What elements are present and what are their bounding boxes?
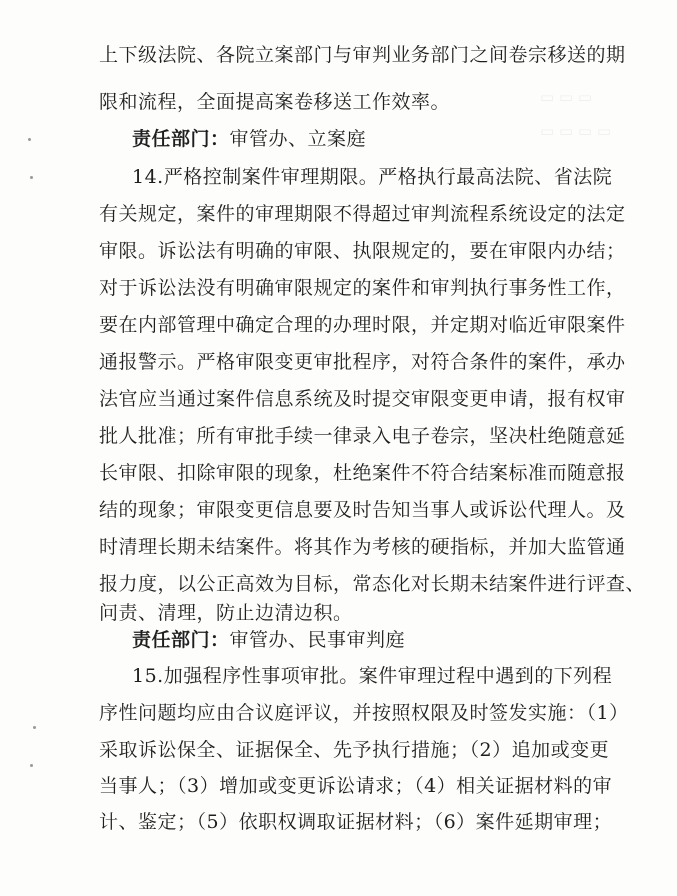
body-line: 有关规定，案件的审理期限不得超过审判流程系统设定的法定 [99,203,626,225]
scan-speck [30,764,33,767]
responsibility-value: 审管办、民事审判庭 [229,629,406,651]
scan-speck [33,726,36,729]
scan-speck [28,138,31,141]
scan-speck [30,176,33,179]
body-line: 审限。诉讼法有明确的审限、执限规定的，要在审限内办结； [99,240,626,262]
show-through-marks-2: ▭ ▭ ▭ ▭ [540,122,611,140]
body-line: 时清理长期未结案件。将其作为考核的硬指标，并加大监管通 [99,536,626,558]
body-line: 序性问题均应由合议庭评议，并按照权限及时签发实施：（1） [99,702,629,724]
responsibility-label: 责任部门： [132,128,230,150]
body-line: 计、鉴定；（5）依职权调取证据材料；（6）案件延期审理； [99,811,613,833]
section-14-heading-line: 14.严格控制案件审理期限。严格执行最高法院、省法院 [132,166,613,188]
body-line: 通报警示。严格审限变更审批程序，对符合条件的案件，承办 [99,351,626,373]
body-line: 长审限、扣除审限的现象，杜绝案件不符合结案标准而随意报 [99,462,626,484]
responsibility-value: 审管办、立案庭 [229,128,367,150]
responsibility-label: 责任部门： [132,629,230,651]
show-through-marks: ▭ ▭ ▭ [540,88,593,106]
body-line: 批人批准；所有审批手续一律录入电子卷宗，坚决杜绝随意延 [99,425,626,447]
body-line: 限和流程，全面提高案卷移送工作效率。 [99,91,451,113]
responsibility-line-2 [132,627,577,653]
body-line: 报力度，以公正高效为目标，常态化对长期未结案件进行评查、 [99,573,646,595]
body-line: 结的现象；审限变更信息要及时告知当事人或诉讼代理人。及 [99,499,626,521]
section-15-heading-line: 15.加强程序性事项审批。案件审理过程中遇到的下列程 [132,665,613,687]
body-line: 法官应当通过案件信息系统及时提交审限变更申请，报有权审 [99,388,626,410]
body-line: 当事人；（3）增加或变更诉讼请求；（4）相关证据材料的审 [99,775,613,797]
responsibility-line-1 [132,126,577,152]
body-line: 问责、清理，防止边清边积。 [99,602,353,624]
body-line: 对于诉讼法没有明确审限规定的案件和审判执行事务性工作， [99,277,626,299]
body-line: 要在内部管理中确定合理的办理时限，并定期对临近审限案件 [99,314,626,336]
body-line: 采取诉讼保全、证据保全、先予执行措施；（2）追加或变更 [99,739,610,761]
body-line: 上下级法院、各院立案部门与审判业务部门之间卷宗移送的期 [99,44,626,66]
